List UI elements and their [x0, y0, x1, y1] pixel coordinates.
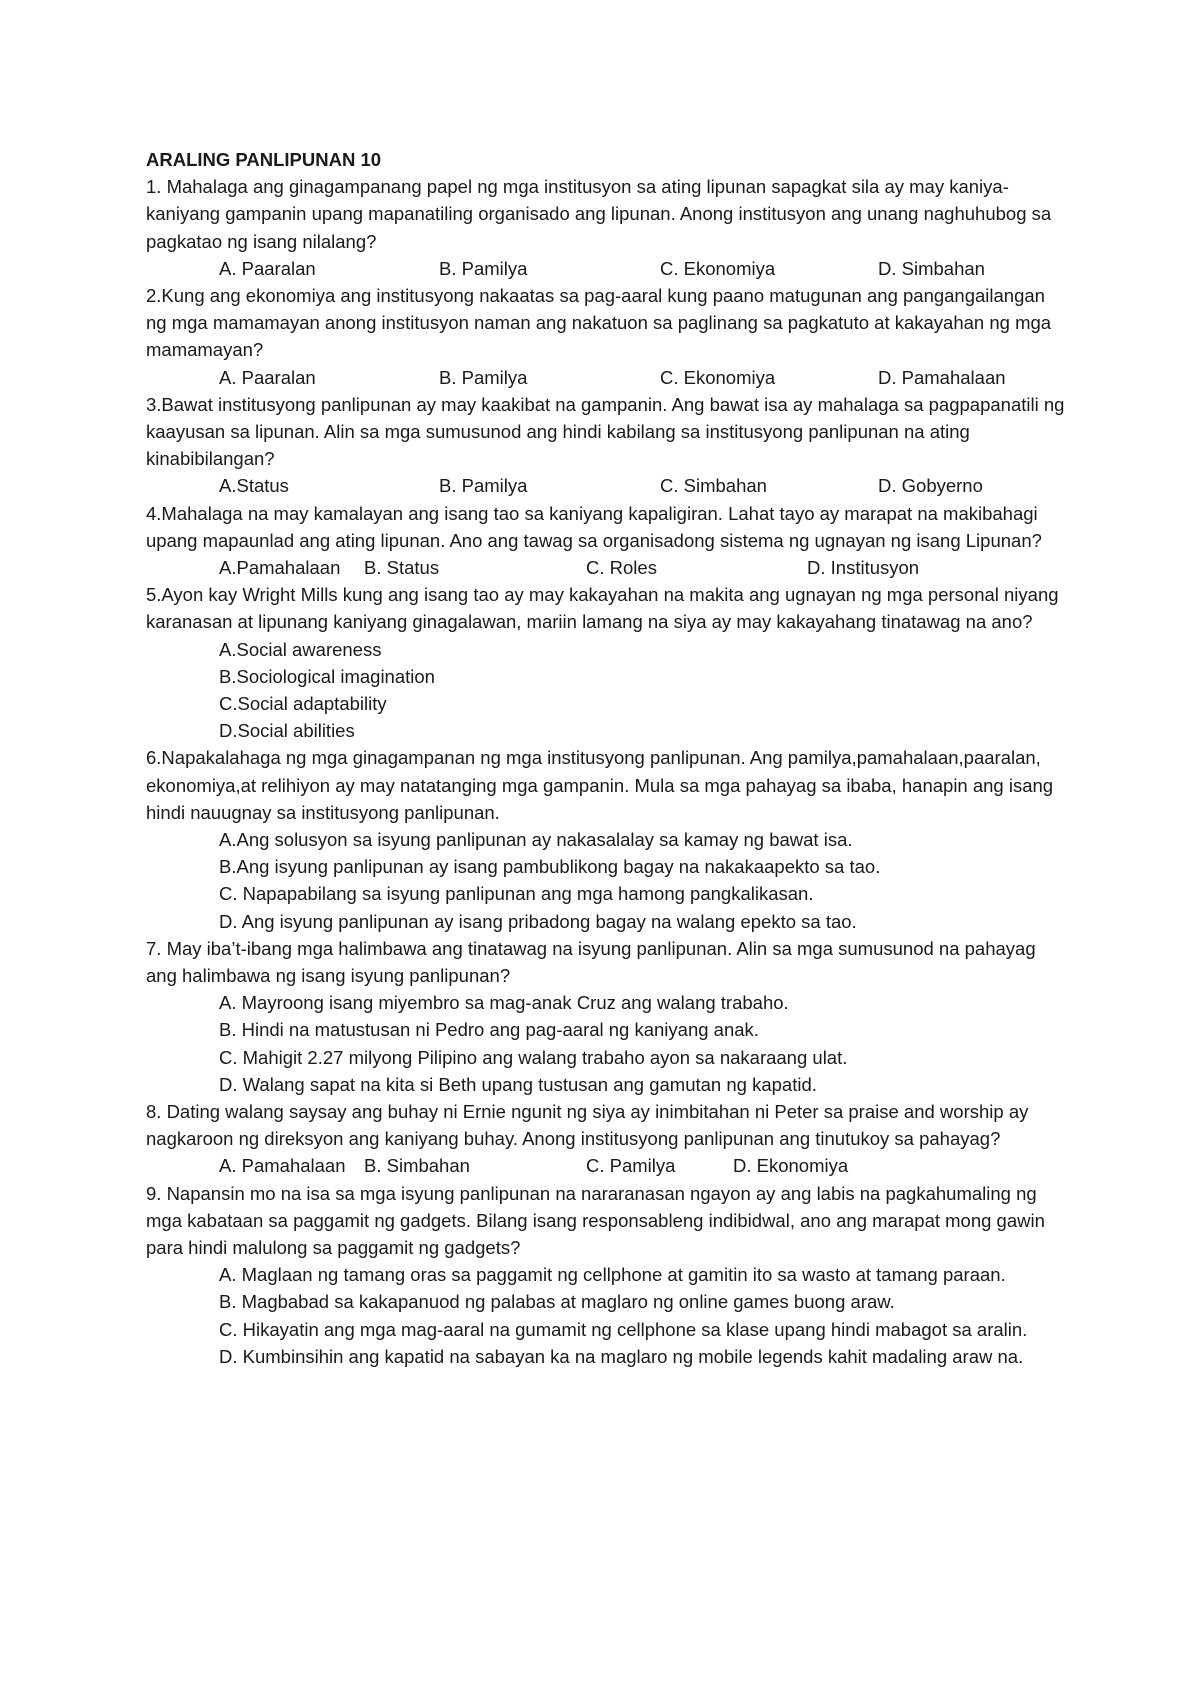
- question-3-text: 3.Bawat institusyong panlipunan ay may kaakibat na gampanin. Ang bawat isa ay mahalaga sa pagpapanatili ng kaayusan sa lipunan. Alin sa mga sumusunod ang hindi kabilang sa institusyong panlipunan na ating kinabibilangan?: [146, 393, 1065, 470]
- question-5-text: 5.Ayon kay Wright Mills kung ang isang tao ay may kakayahan na makita ang ugnayan ng mga personal niyang karanasan at lipunang kaniyang ginagalawan, mariin lamang na siya ay may kakayahang tinatawag na ano?: [146, 584, 1059, 633]
- question-7-choice-c: C. Mahigit 2.27 milyong Pilipino ang walang trabaho ayon sa nakaraang ulat.: [219, 1046, 848, 1068]
- question-6-choice-c: C. Napapabilang sa isyung panlipunan ang mga hamong pangkalikasan.: [219, 883, 814, 905]
- question-2-choice-d: D. Pamahalaan: [878, 366, 1006, 388]
- question-7-choice-d: D. Walang sapat na kita si Beth upang tustusan ang gamutan ng kapatid.: [219, 1073, 817, 1095]
- question-8-choice-c: C. Pamilya: [586, 1155, 676, 1177]
- question-8-choice-d: D. Ekonomiya: [733, 1155, 849, 1177]
- question-2-text: 2.Kung ang ekonomiya ang institusyong nakaatas sa pag-aaral kung paano matugunan ang pangangailangan ng mga mamamayan anong institusyon naman ang nakatuon sa paglinang sa pagkatuto at kakayahan ng mga mamamayan?: [146, 285, 1052, 361]
- question-1-choice-c: C. Ekonomiya: [660, 257, 776, 279]
- question-3-choices: [146, 472, 1066, 499]
- question-2-choice-c: C. Ekonomiya: [660, 366, 776, 388]
- question-2-choice-a: A. Paaralan: [219, 366, 316, 388]
- question-5-choice-d: D.Social abilities: [219, 720, 355, 742]
- worksheet-title: ARALING PANLIPUNAN 10: [146, 149, 382, 170]
- question-6-choice-b: B.Ang isyung panlipunan ay isang pambublikong bagay na nakakaapekto sa tao.: [219, 856, 881, 878]
- question-2-choices: [146, 364, 1066, 391]
- question-8-text: 8. Dating walang saysay ang buhay ni Ernie ngunit ng siya ay inimbitahan ni Peter sa praise and worship ay nagkaroon ng direksyon ang kaniyang buhay. Anong institusyong panlipunan ang tinutukoy sa pahayag?: [146, 1101, 1029, 1150]
- question-4-choices: [146, 554, 1066, 581]
- question-5-choice-a: A.Social awareness: [219, 638, 382, 660]
- question-4-choice-b: B. Status: [364, 557, 440, 578]
- question-3-choice-a: A.Status: [219, 475, 289, 497]
- question-9-choice-b: B. Magbabad sa kakapanuod ng palabas at maglaro ng online games buong araw.: [219, 1291, 895, 1313]
- question-5-choice-c: C.Social adaptability: [219, 693, 387, 714]
- question-4-choice-c: C. Roles: [586, 557, 657, 578]
- question-1-text: 1. Mahalaga ang ginagampanang papel ng mga institusyon sa ating lipunan sapagkat sila ay may kaniya-kaniyang gampanin upang mapanatiling organisado ang lipunan. Anong institusyon ang unang naghuhubog sa pagkatao ng isang nilalang?: [146, 176, 1052, 252]
- question-2-choice-b: B. Pamilya: [439, 366, 528, 388]
- worksheet-content: [146, 146, 1066, 1370]
- question-1-choices: [146, 255, 1066, 282]
- question-3-choice-c: C. Simbahan: [660, 475, 767, 497]
- question-4-choice-a: A.Pamahalaan: [219, 557, 341, 578]
- question-3-choice-b: B. Pamilya: [439, 475, 528, 497]
- question-9-choice-d: D. Kumbinsihin ang kapatid na sabayan ka na maglaro ng mobile legends kahit madaling araw na.: [219, 1345, 1024, 1367]
- question-7-text: 7. May iba’t-ibang mga halimbawa ang tinatawag na isyung panlipunan. Alin sa mga sumusunod na pahayag ang halimbawa ng isang isyung panlipunan?: [146, 937, 1036, 987]
- question-7-choice-a: A. Mayroong isang miyembro sa mag-anak Cruz ang walang trabaho.: [219, 992, 789, 1014]
- question-5-choice-b: B.Sociological imagination: [219, 665, 435, 687]
- question-9-choice-c: C. Hikayatin ang mga mag-aaral na gumamit ng cellphone sa klase upang hindi mabagot sa aralin.: [219, 1318, 1028, 1340]
- question-8-choice-a: A. Pamahalaan: [219, 1155, 346, 1177]
- question-3-choice-d: D. Gobyerno: [878, 475, 983, 497]
- question-7-choice-b: B. Hindi na matustusan ni Pedro ang pag-aaral ng kaniyang anak.: [219, 1019, 759, 1041]
- question-6-choice-a: A.Ang solusyon sa isyung panlipunan ay nakasalalay sa kamay ng bawat isa.: [219, 829, 853, 851]
- question-8-choices: [146, 1152, 1066, 1179]
- question-8-choice-b: B. Simbahan: [364, 1155, 470, 1177]
- question-1-choice-a: A. Paaralan: [219, 257, 316, 279]
- question-9-text: 9. Napansin mo na isa sa mga isyung panlipunan na nararanasan ngayon ay ang labis na pagkahumaling ng mga kabataan sa paggamit ng gadgets. Bilang isang responsableng indibidwal, ano ang marapat mong gawin para hindi malulong sa paggamit ng gadgets?: [146, 1182, 1045, 1259]
- question-4-text: 4.Mahalaga na may kamalayan ang isang tao sa kaniyang kapaligiran. Lahat tayo ay marapat na makibahagi upang mapaunlad ang ating lipunan. Ano ang tawag sa organisadong sistema ng ugnayan ng isang Lipunan?: [146, 502, 1042, 551]
- question-6-choice-d: D. Ang isyung panlipunan ay isang pribadong bagay na walang epekto sa tao.: [219, 910, 857, 932]
- question-4-choice-d: D. Institusyon: [807, 557, 920, 578]
- question-1-choice-d: D. Simbahan: [878, 257, 985, 279]
- question-1-choice-b: B. Pamilya: [439, 257, 528, 279]
- question-9-choice-a: A. Maglaan ng tamang oras sa paggamit ng cellphone at gamitin ito sa wasto at tamang paraan.: [219, 1264, 1006, 1286]
- question-6-text: 6.Napakalahaga ng mga ginagampanan ng mga institusyong panlipunan. Ang pamilya,pamahalaan,paaralan, ekonomiya,at relihiyon ay may natatanging mga gampanin. Mula sa mga pahayag sa ibaba, hanapin ang isang hindi nauugnay sa institusyong panlipunan.: [146, 747, 1054, 823]
